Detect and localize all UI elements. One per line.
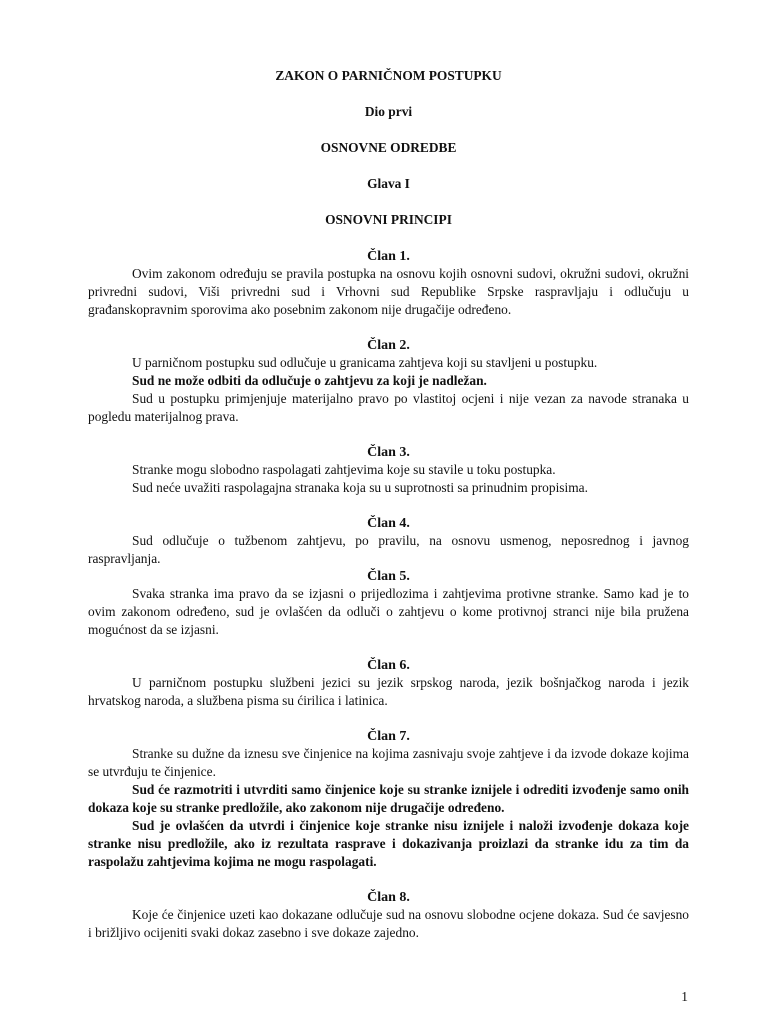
article-title: Član 3. xyxy=(367,445,410,460)
document-body xyxy=(88,68,689,942)
article-paragraph: Sud odlučuje o tužbenom zahtjevu, po pravilu, na osnovu usmenog, neposrednog i javnog raspravljanja. xyxy=(88,533,689,566)
part-heading: Dio prvi xyxy=(364,104,413,119)
article-6 xyxy=(88,657,689,710)
section-heading: OSNOVNE ODREDBE xyxy=(320,140,457,155)
article-8 xyxy=(88,889,689,942)
article-title: Član 2. xyxy=(367,338,410,353)
article-paragraph-bold: Sud ne može odbiti da odlučuje o zahtjevu za koji je nadležan. xyxy=(132,373,487,388)
law-title: ZAKON O PARNIČNOM POSTUPKU xyxy=(275,68,502,83)
article-2 xyxy=(88,337,689,426)
article-paragraph: U parničnom postupku službeni jezici su jezik srpskog naroda, jezik bošnjačkog naroda i jezik hrvatskog naroda, a službena pisma su ćirilica i latinica. xyxy=(88,675,689,708)
chapter-heading: Glava I xyxy=(367,176,410,191)
article-title: Član 4. xyxy=(367,516,410,531)
article-7 xyxy=(88,728,689,871)
article-paragraph-bold: Sud će razmotriti i utvrditi samo činjenice koje su stranke iznijele i odrediti izvođenje samo onih dokaza koje su stranke predložile, ako zakonom nije drugačije određeno. xyxy=(88,782,689,815)
chapter-title: OSNOVNI PRINCIPI xyxy=(325,212,452,227)
article-paragraph: Sud u postupku primjenjuje materijalno pravo po vlastitoj ocjeni i nije vezan za navode stranaka u pogledu materijalnog prava. xyxy=(88,391,689,424)
article-title: Član 6. xyxy=(367,658,410,673)
article-paragraph: Ovim zakonom određuju se pravila postupka na osnovu kojih osnovni sudovi, okružni sudovi, okružni privredni sudovi, Viši privredni sud i Vrhovni sud Republike Srpske raspravljaju i odlučuju u građanskopravnim sporovima ako posebnim zakonom nije drugačije određeno. xyxy=(88,266,689,317)
article-paragraph-bold: Sud je ovlašćen da utvrdi i činjenice koje stranke nisu iznijele i naloži izvođenje dokaza koje stranke nisu predložile, ako iz rezultata rasprave i dokazivanja proizlazi da stranke idu za tim da raspolažu zahtjevima kojima ne mogu raspolagati. xyxy=(88,818,689,869)
article-3 xyxy=(88,444,689,497)
article-title: Član 1. xyxy=(367,249,410,264)
article-title: Član 7. xyxy=(367,729,410,744)
article-title: Član 5. xyxy=(367,569,410,584)
article-paragraph: Svaka stranka ima pravo da se izjasni o prijedlozima i zahtjevima protivne stranke. Samo kad je to ovim zakonom određeno, sud je ovlašćen da odluči o zahtjevu o kome protivnoj stranci nije bila pružena mogućnost da se izjasni. xyxy=(88,586,689,637)
page-number: 1 xyxy=(681,989,688,1004)
article-paragraph: Stranke mogu slobodno raspolagati zahtjevima koje su stavile u toku postupka. xyxy=(132,462,556,477)
article-1 xyxy=(88,248,689,319)
article-title: Član 8. xyxy=(367,890,410,905)
article-paragraph: Koje će činjenice uzeti kao dokazane odlučuje sud na osnovu slobodne ocjene dokaza. Sud će savjesno i brižljivo ocijeniti svaki dokaz zasebno i sve dokaze zajedno. xyxy=(88,907,689,940)
article-4 xyxy=(88,515,689,568)
article-paragraph: Sud neće uvažiti raspolagajna stranaka koja su u suprotnosti sa prinudnim propisima. xyxy=(132,480,588,495)
article-paragraph: U parničnom postupku sud odlučuje u granicama zahtjeva koji su stavljeni u postupku. xyxy=(132,355,598,370)
article-paragraph: Stranke su dužne da iznesu sve činjenice na kojima zasnivaju svoje zahtjeve i da izvode dokaze kojima se utvrđuju te činjenice. xyxy=(88,746,689,779)
article-5 xyxy=(88,568,689,639)
